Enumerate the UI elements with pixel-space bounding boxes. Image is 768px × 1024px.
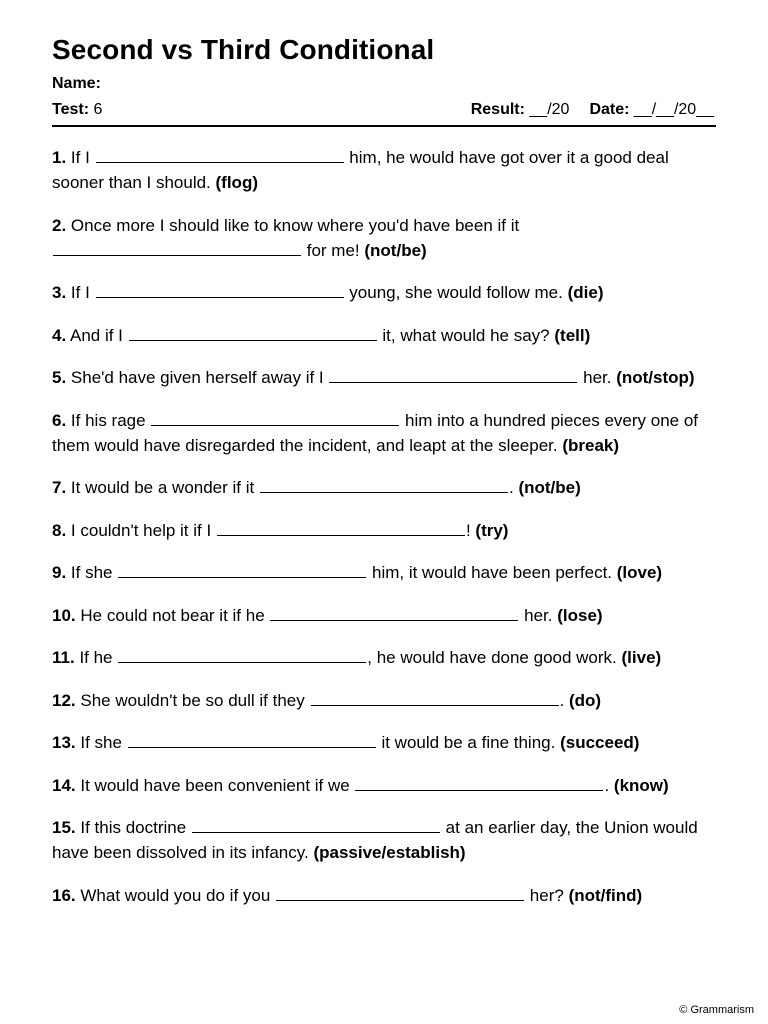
question-number: 3. (52, 283, 67, 302)
question-number: 7. (52, 478, 67, 497)
question-text-before: If I (70, 148, 90, 167)
result-value: __/20 (529, 101, 570, 118)
question-text-before: She'd have given herself away if I (70, 368, 324, 387)
result-date (471, 100, 714, 120)
question-text-after: him, he would have got over it a good deal sooner than I should. (52, 148, 669, 192)
question-text-after: ! (465, 520, 471, 540)
question-number: 11. (52, 648, 75, 667)
question-text-before: He could not bear it if he (80, 605, 265, 625)
question-text-after: at an earlier day, the Union would have been dissolved in its infancy. (52, 818, 698, 862)
copyright-footer: © Grammarism (679, 1004, 754, 1016)
verb-hint: (succeed) (560, 733, 640, 752)
verb-hint: (die) (567, 283, 604, 302)
question-text-after: . (508, 478, 514, 497)
question-item (52, 475, 716, 500)
question-number: 8. (52, 520, 67, 540)
answer-blank[interactable] (355, 774, 603, 791)
verb-hint: (live) (621, 648, 662, 667)
question-text-after: . (604, 775, 610, 795)
date-label: Date: (589, 101, 630, 118)
verb-hint: (try) (475, 520, 509, 540)
question-text-before: And if I (69, 325, 123, 345)
question-text-after: her. (524, 605, 553, 625)
question-text-after: her. (583, 368, 612, 387)
question-item (52, 688, 716, 713)
verb-hint: (love) (616, 563, 663, 582)
answer-blank[interactable] (96, 146, 344, 163)
question-item (52, 730, 716, 755)
question-item (52, 280, 716, 305)
question-text-before: If she (70, 563, 113, 582)
date-value: __/__/20__ (633, 101, 714, 118)
question-number: 10. (52, 605, 76, 625)
question-item (52, 883, 716, 908)
answer-blank[interactable] (128, 731, 376, 748)
answer-blank[interactable] (53, 239, 301, 256)
answer-blank[interactable] (217, 519, 465, 536)
test-row (52, 100, 716, 120)
name-row (52, 74, 716, 94)
question-number: 14. (52, 775, 76, 795)
question-item (52, 603, 716, 628)
question-text-after: it, what would he say? (382, 325, 550, 345)
answer-blank[interactable] (118, 646, 366, 663)
verb-hint: (not/be) (518, 478, 581, 497)
test-number: 6 (93, 101, 103, 118)
answer-blank[interactable] (96, 281, 344, 298)
answer-blank[interactable] (311, 689, 559, 706)
question-number: 5. (52, 368, 67, 387)
question-text-after: for me! (306, 240, 360, 260)
question-item (52, 518, 716, 543)
verb-hint: (do) (568, 690, 602, 710)
question-number: 16. (52, 885, 76, 905)
worksheet (52, 32, 716, 925)
question-number: 12. (52, 690, 76, 710)
question-item (52, 815, 716, 865)
answer-blank[interactable] (270, 604, 518, 621)
question-item (52, 773, 716, 798)
question-list (52, 145, 716, 908)
question-item (52, 560, 716, 585)
verb-hint: (tell) (554, 325, 591, 345)
question-item (52, 213, 716, 263)
question-item (52, 323, 716, 348)
question-text-before: She wouldn't be so dull if they (80, 690, 305, 710)
answer-blank[interactable] (118, 561, 366, 578)
verb-hint: (know) (613, 775, 669, 795)
header-divider (52, 125, 716, 127)
test-info (52, 100, 102, 120)
question-text-before: If he (79, 648, 113, 667)
verb-hint: (not/find) (568, 885, 643, 905)
question-text-after: , he would have done good work. (367, 648, 617, 667)
verb-hint: (not/stop) (616, 368, 695, 387)
answer-blank[interactable] (129, 324, 377, 341)
question-item (52, 645, 716, 670)
answer-blank[interactable] (329, 366, 577, 383)
question-text-before: It would be a wonder if it (70, 478, 255, 497)
question-number: 15. (52, 818, 76, 837)
question-text-before: If she (80, 733, 122, 752)
question-text-after: her? (529, 885, 564, 905)
verb-hint: (not/be) (364, 240, 427, 260)
question-number: 1. (52, 148, 67, 167)
question-text-after: . (559, 690, 565, 710)
question-text-after: him into a hundred pieces every one of them would have disregarded the incident, and leapt at the sleeper. (52, 410, 699, 455)
question-text-before: Once more I should like to know where you'd have been if it (70, 215, 520, 235)
name-label: Name: (52, 75, 101, 92)
question-item (52, 145, 716, 195)
verb-hint: (lose) (557, 605, 603, 625)
question-number: 2. (52, 215, 67, 235)
question-number: 6. (52, 410, 67, 430)
answer-blank[interactable] (192, 816, 440, 833)
verb-hint: (break) (562, 435, 620, 455)
question-item (52, 408, 716, 458)
verb-hint: (passive/establish) (313, 843, 466, 862)
test-label: Test: (52, 101, 90, 118)
question-number: 4. (52, 325, 67, 345)
verb-hint: (flog) (215, 173, 258, 192)
question-text-before: If this doctrine (80, 818, 187, 837)
answer-blank[interactable] (260, 476, 508, 493)
question-number: 13. (52, 733, 76, 752)
answer-blank[interactable] (151, 409, 399, 426)
question-text-after: it would be a fine thing. (381, 733, 556, 752)
page-title: Second vs Third Conditional (52, 34, 435, 65)
question-text-before: I couldn't help it if I (70, 520, 212, 540)
answer-blank[interactable] (276, 884, 524, 901)
question-text-before: It would have been convenient if we (80, 775, 350, 795)
question-text-after: young, she would follow me. (349, 283, 563, 302)
question-number: 9. (52, 563, 67, 582)
question-text-before: What would you do if you (80, 885, 271, 905)
result-label: Result: (470, 101, 525, 118)
question-item (52, 365, 716, 390)
question-text-after: him, it would have been perfect. (371, 563, 613, 582)
question-text-before: If his rage (70, 410, 146, 430)
question-text-before: If I (70, 283, 90, 302)
